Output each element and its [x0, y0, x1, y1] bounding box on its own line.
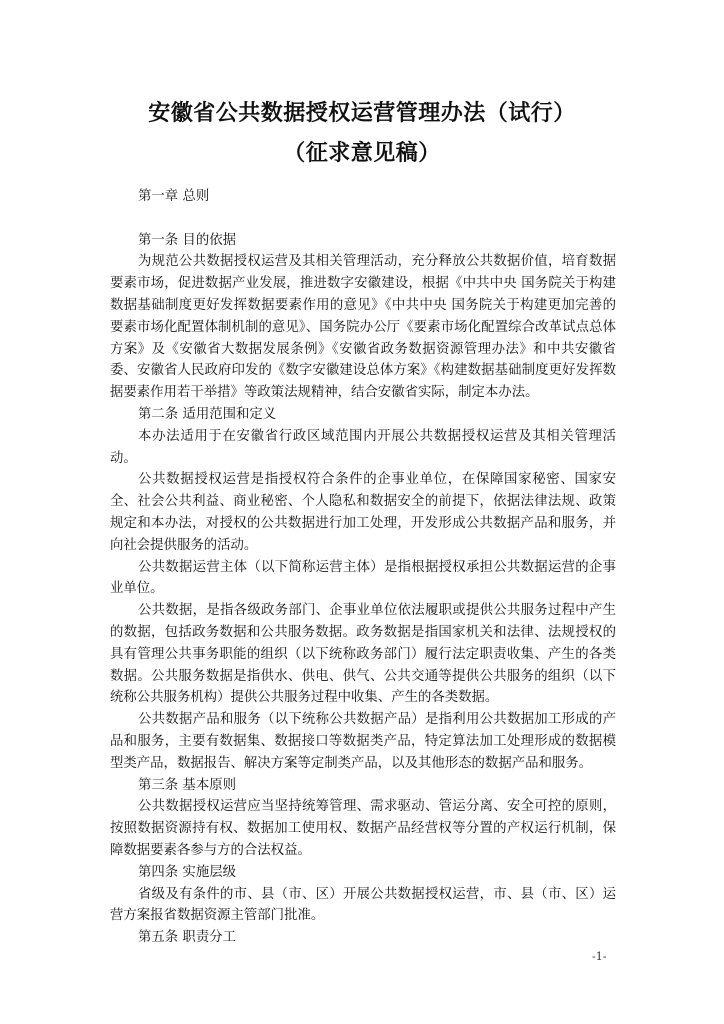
article-paragraph: 本办法适用于在安徽省行政区域范围内开展公共数据授权运营及其相关管理活动。: [110, 428, 616, 466]
article-paragraph: 公共数据产品和服务（以下统称公共数据产品）是指利用公共数据加工形成的产品和服务，主要有数据集、数据接口等数据类产品，特定算法加工处理形成的数据模型类产品，数据报告、解决方案等定制类产品，以及其他形态的数据产品和服务。: [110, 712, 616, 771]
article-heading: 第一条 目的依据: [138, 232, 236, 248]
article-paragraph: 为规范公共数据授权运营及其相关管理活动，充分释放公共数据价值，培育数据要素市场，促进数据产业发展，推进数字安徽建设，根据《中共中央 国务院关于构建数据基础制度更好发挥数据要素作用的意见》《中共中央 国务院关于构建更加完善的要素市场化配置体制机制的意见》、国务院办公厅《要素市场化配置综合改革试点总体方案》及《安徽省大数据发展条例》《安徽省政务数据资源管理办法》和中共安徽省委、安徽省人民政府印发的《数字安徽建设总体方案》《构建数据基础制度更好发挥数据要素作用若干举措》等政策法规精神，结合安徽省实际，制定本办法。: [110, 254, 616, 401]
page-number: -1-: [592, 950, 607, 963]
document-subtitle: （征求意见稿）: [283, 141, 441, 166]
article-heading: 第四条 实施层级: [138, 864, 236, 880]
document-title: 安徽省公共数据授权运营管理办法（试行）: [148, 101, 576, 126]
article-heading: 第五条 职责分工: [138, 930, 236, 946]
article-paragraph: 公共数据授权运营应当坚持统筹管理、需求驱动、管运分离、安全可控的原则，按照数据资源持有权、数据加工使用权、数据产品经营权等分置的产权运行机制，保障数据要素各参与方的合法权益。: [110, 799, 616, 858]
article-paragraph: 公共数据，是指各级政务部门、企事业单位依法履职或提供公共服务过程中产生的数据，包括政务数据和公共服务数据。政务数据是指国家机关和法律、法规授权的具有管理公共事务职能的组织（以下统称政务部门）履行法定职责收集、产生的各类数据。公共服务数据是指供水、供电、供气、公共交通等提供公共服务的组织（以下统称公共服务机构）提供公共服务过程中收集、产生的各类数据。: [110, 603, 616, 706]
article-paragraph: 公共数据运营主体（以下简称运营主体）是指根据授权承担公共数据运营的企事业单位。: [110, 559, 616, 597]
document-body: [110, 186, 616, 949]
article-heading: 第二条 适用范围和定义: [138, 406, 277, 422]
article-paragraph: 省级及有条件的市、县（市、区）开展公共数据授权运营，市、县（市、区）运营方案报省数据资源主管部门批准。: [110, 886, 616, 924]
chapter-heading: 第一章 总则: [138, 189, 210, 204]
article-heading: 第三条 基本原则: [138, 777, 236, 793]
article-paragraph: 公共数据授权运营是指授权符合条件的企事业单位，在保障国家秘密、国家安全、社会公共利益、商业秘密、个人隐私和数据安全的前提下，依据法律法规、政策规定和本办法，对授权的公共数据进行加工处理，开发形成公共数据产品和服务，并向社会提供服务的活动。: [110, 472, 616, 553]
